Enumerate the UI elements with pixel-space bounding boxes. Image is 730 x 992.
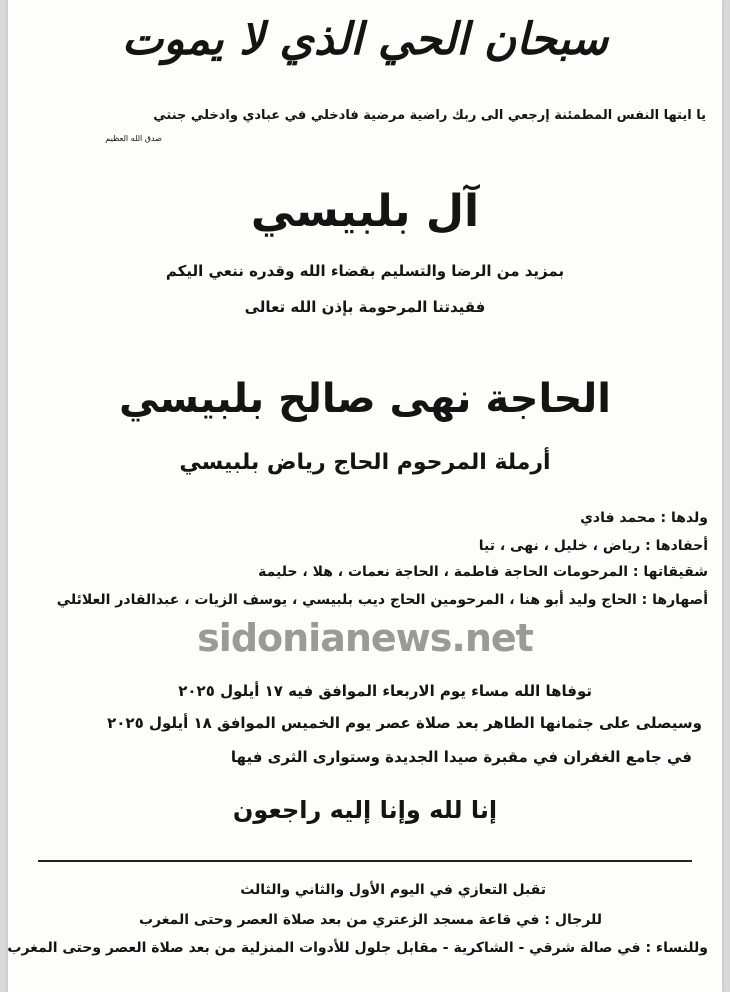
relatives-sons: ولدها : محمد فادي xyxy=(580,510,708,526)
intro-line-1: بمزيد من الرضا والتسليم بقضاء الله وقدره ننعي اليكم xyxy=(165,262,565,280)
relatives-sisters: شقيقاتها : المرحومات الحاجة فاطمة ، الحاجة نعمات ، هلا ، حليمة xyxy=(258,564,708,580)
divider xyxy=(38,860,692,862)
widow-of: أرملة المرحوم الحاج رياض بلبيسي xyxy=(179,450,551,475)
condolence-men: للرجال : في قاعة مسجد الزعتري من بعد صلاة العصر وحتى المغرب xyxy=(138,912,602,928)
watermark: sidonianews.net xyxy=(197,616,533,660)
burial-place: في جامع الغفران في مقبرة صيدا الجديدة وستوارى الثرى فيها xyxy=(230,748,692,766)
calligraphy-header: سبحان الحي الذي لا يموت xyxy=(121,14,609,65)
intro-line-2: فقيدتنا المرحومة بإذن الله تعالى xyxy=(244,298,486,316)
obituary-sheet xyxy=(8,0,722,992)
funeral-prayer: وسيصلى على جثمانها الطاهر بعد صلاة عصر يوم الخميس الموافق ١٨ أيلول ٢٠٢٥ xyxy=(107,714,702,732)
condolence-days: تقبل التعازي في اليوم الأول والثاني والثالث xyxy=(240,882,546,898)
deceased-name: الحاجة نهى صالح بلبيسي xyxy=(118,376,612,422)
condolence-women: وللنساء : في صالة شرقي - الشاكرية - مقابل جلول للأدوات المنزلية من بعد صلاة العصر وحتى المغرب xyxy=(7,940,708,956)
quran-verse: يا ايتها النفس المطمئنة إرجعي الى ربك راضية مرضية فادخلي في عبادي وادخلي جنتي xyxy=(153,108,706,123)
family-name: آل بلبيسي xyxy=(250,186,480,237)
death-date: توفاها الله مساء يوم الاربعاء الموافق فيه ١٧ أيلول ٢٠٢٥ xyxy=(178,682,592,700)
relatives-in-laws: أصهارها : الحاج وليد أبو هنا ، المرحومين الحاج ديب بلبيسي ، يوسف الزيات ، عبدالقادر العلائلي xyxy=(56,592,708,608)
quran-phrase: إنا لله وإنا إليه راجعون xyxy=(232,796,498,824)
verse-credit: صدق الله العظيم xyxy=(105,134,162,143)
relatives-grandchildren: أحفادها : رياض ، خليل ، نهى ، تيا xyxy=(478,538,708,554)
